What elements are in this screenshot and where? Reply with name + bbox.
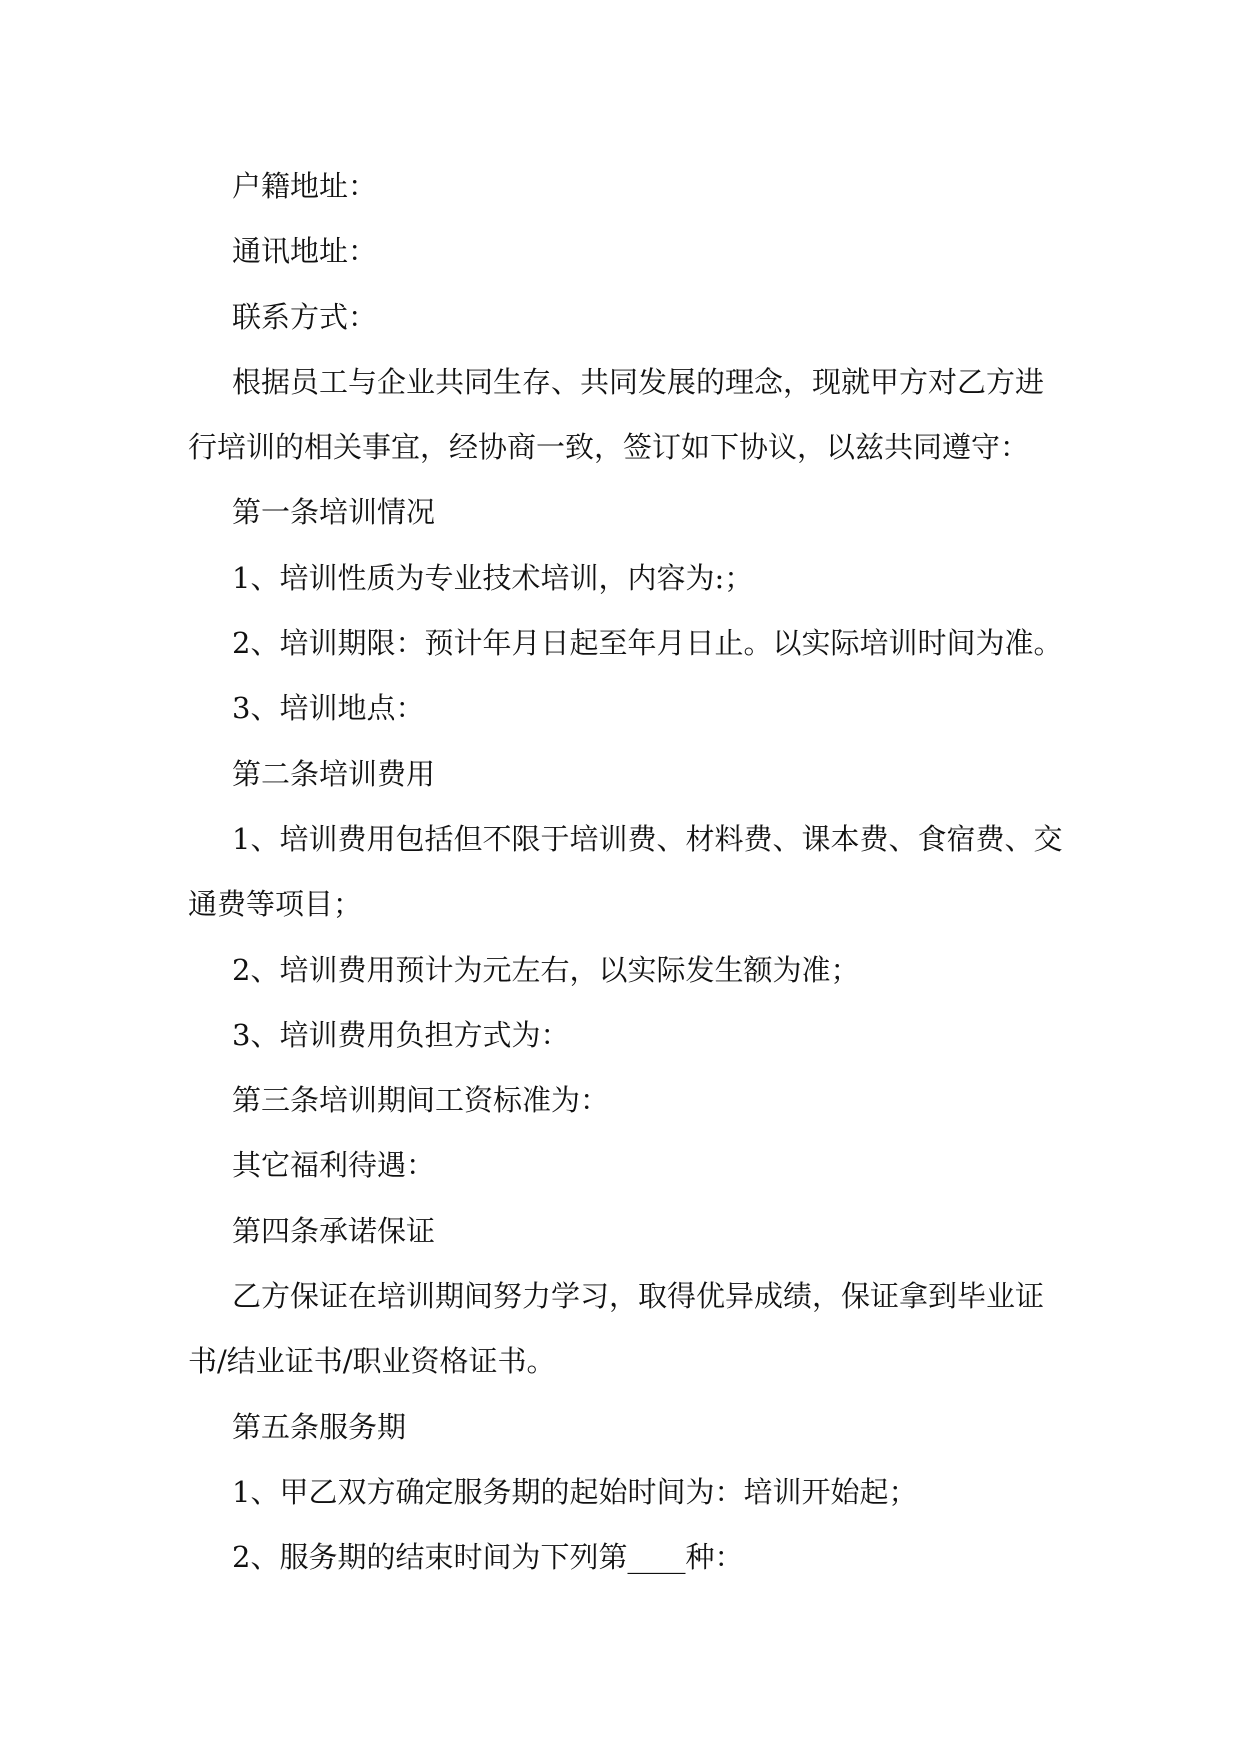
preamble-paragraph-line-1: 根据员工与企业共同生存、共同发展的理念，现就甲方对乙方进 (232, 364, 1045, 399)
article-1-item-1: 1、培训性质为专业技术培训，内容为:； (232, 560, 754, 595)
article-1-heading: 第一条培训情况 (232, 495, 436, 530)
article-4-heading: 第四条承诺保证 (232, 1213, 436, 1248)
article-4-paragraph-line-1: 乙方保证在培训期间努力学习，取得优异成绩，保证拿到毕业证 (232, 1279, 1045, 1314)
mailing-address-line: 通讯地址： (232, 234, 378, 269)
article-1-item-2: 2、培训期限：预计年月日起至年月日止。以实际培训时间为准。 (232, 626, 1063, 661)
household-address-line: 户籍地址： (232, 169, 378, 203)
article-2-item-1-line-1: 1、培训费用包括但不限于培训费、材料费、课本费、食宿费、交 (232, 821, 1063, 856)
article-2-item-2: 2、培训费用预计为元左右，以实际发生额为准； (232, 952, 860, 987)
article-2-item-3: 3、培训费用负担方式为： (232, 1017, 570, 1052)
article-2-item-1-line-2: 通费等项目； (188, 887, 363, 922)
article-5-item-1: 1、甲乙双方确定服务期的起始时间为：培训开始起； (232, 1474, 918, 1509)
contact-line: 联系方式： (232, 299, 378, 334)
article-3-heading: 第三条培训期间工资标准为： (232, 1083, 610, 1118)
article-2-heading: 第二条培训费用 (232, 756, 436, 791)
article-5-item-2: 2、服务期的结束时间为下列第____种： (232, 1540, 744, 1575)
other-benefits-line: 其它福利待遇： (232, 1148, 436, 1183)
article-4-paragraph-line-2: 书/结业证书/职业资格证书。 (188, 1344, 556, 1379)
article-1-item-3: 3、培训地点： (232, 691, 425, 726)
preamble-paragraph-line-2: 行培训的相关事宜，经协商一致，签订如下协议，以兹共同遵守： (188, 430, 1030, 465)
article-5-heading: 第五条服务期 (232, 1409, 407, 1444)
document-body (188, 154, 1068, 1591)
